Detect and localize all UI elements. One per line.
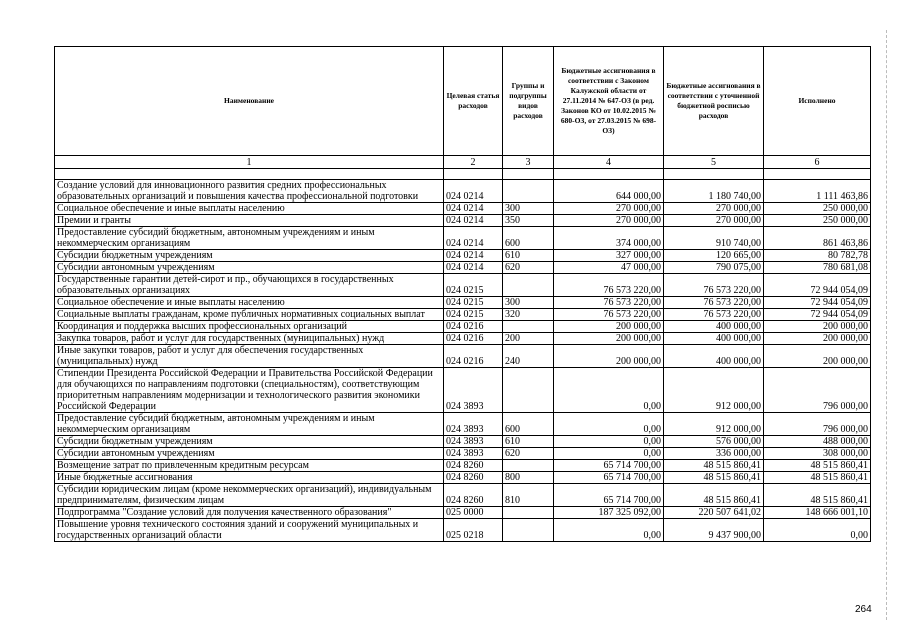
row-group-cell (503, 274, 554, 297)
row-name-cell: Субсидии бюджетным учреждениям (55, 250, 444, 262)
row-executed-amount-cell: 200 000,00 (764, 321, 871, 333)
table-row (55, 297, 871, 309)
table-row (55, 472, 871, 484)
row-target-code-cell: 024 0215 (444, 309, 503, 321)
row-revised-amount-cell: 48 515 860,41 (664, 460, 764, 472)
row-executed-amount-cell: 0,00 (764, 519, 871, 542)
row-group-cell: 600 (503, 413, 554, 436)
row-group-cell (503, 180, 554, 203)
header-revised-allocations: Бюджетные ассигнования в соответствии с уточненной бюджетной росписью расходов (664, 47, 764, 156)
row-law-amount-cell: 200 000,00 (554, 321, 664, 333)
row-target-code-cell: 024 0216 (444, 345, 503, 368)
column-number-row (55, 156, 871, 169)
row-revised-amount-cell: 1 180 740,00 (664, 180, 764, 203)
row-revised-amount-cell: 76 573 220,00 (664, 297, 764, 309)
row-name-cell: Премии и гранты (55, 215, 444, 227)
row-executed-amount-cell: 861 463,86 (764, 227, 871, 250)
row-law-amount-cell: 187 325 092,00 (554, 507, 664, 519)
row-name-cell: Создание условий для инновационного развития средних профессиональных образовательных организаций и повышения качества профессиональной подготовки (55, 180, 444, 203)
row-group-cell: 300 (503, 203, 554, 215)
row-target-code-cell: 024 3893 (444, 368, 503, 413)
row-revised-amount-cell: 120 665,00 (664, 250, 764, 262)
row-group-cell: 620 (503, 262, 554, 274)
row-executed-amount-cell: 48 515 860,41 (764, 460, 871, 472)
table-row (55, 227, 871, 250)
row-law-amount-cell: 76 573 220,00 (554, 297, 664, 309)
row-group-cell: 320 (503, 309, 554, 321)
column-number: 3 (503, 156, 554, 169)
row-name-cell: Подпрограмма "Создание условий для получения качественного образования" (55, 507, 444, 519)
row-executed-amount-cell: 1 111 463,86 (764, 180, 871, 203)
row-revised-amount-cell: 336 000,00 (664, 448, 764, 460)
header-expense-groups: Группы и подгруппы видов расходов (503, 47, 554, 156)
row-name-cell: Субсидии автономным учреждениям (55, 448, 444, 460)
row-target-code-cell: 025 0000 (444, 507, 503, 519)
row-group-cell: 350 (503, 215, 554, 227)
row-target-code-cell: 024 0215 (444, 297, 503, 309)
row-name-cell: Государственные гарантии детей-сирот и пр., обучающихся в государственных образовательных организациях (55, 274, 444, 297)
row-name-cell: Возмещение затрат по привлеченным кредитным ресурсам (55, 460, 444, 472)
table-row (55, 368, 871, 413)
table-row (55, 519, 871, 542)
table-row (55, 413, 871, 436)
row-revised-amount-cell: 400 000,00 (664, 345, 764, 368)
row-executed-amount-cell: 796 000,00 (764, 368, 871, 413)
row-executed-amount-cell: 250 000,00 (764, 215, 871, 227)
row-law-amount-cell: 0,00 (554, 448, 664, 460)
row-law-amount-cell: 327 000,00 (554, 250, 664, 262)
row-target-code-cell: 024 3893 (444, 436, 503, 448)
row-executed-amount-cell: 200 000,00 (764, 333, 871, 345)
header-executed: Исполнено (764, 47, 871, 156)
row-law-amount-cell: 65 714 700,00 (554, 460, 664, 472)
row-revised-amount-cell: 48 515 860,41 (664, 472, 764, 484)
row-revised-amount-cell: 48 515 860,41 (664, 484, 764, 507)
table-row (55, 274, 871, 297)
row-executed-amount-cell: 780 681,08 (764, 262, 871, 274)
table-row (55, 333, 871, 345)
row-executed-amount-cell: 796 000,00 (764, 413, 871, 436)
table-row (55, 321, 871, 333)
row-target-code-cell: 024 0216 (444, 333, 503, 345)
column-number: 5 (664, 156, 764, 169)
row-revised-amount-cell: 76 573 220,00 (664, 274, 764, 297)
header-name: Наименование (55, 47, 444, 156)
row-name-cell: Предоставление субсидий бюджетным, автономным учреждениям и иным некоммерческим организациям (55, 227, 444, 250)
row-revised-amount-cell: 910 740,00 (664, 227, 764, 250)
spacer-row (55, 169, 871, 180)
row-executed-amount-cell: 308 000,00 (764, 448, 871, 460)
row-target-code-cell: 024 0215 (444, 274, 503, 297)
row-law-amount-cell: 0,00 (554, 519, 664, 542)
row-target-code-cell: 025 0218 (444, 519, 503, 542)
row-target-code-cell: 024 8260 (444, 484, 503, 507)
row-executed-amount-cell: 80 782,78 (764, 250, 871, 262)
row-target-code-cell: 024 0216 (444, 321, 503, 333)
table-row (55, 203, 871, 215)
row-executed-amount-cell: 200 000,00 (764, 345, 871, 368)
row-law-amount-cell: 65 714 700,00 (554, 484, 664, 507)
column-number: 6 (764, 156, 871, 169)
row-law-amount-cell: 374 000,00 (554, 227, 664, 250)
row-law-amount-cell: 76 573 220,00 (554, 309, 664, 321)
table-header-row (55, 47, 871, 156)
row-group-cell: 810 (503, 484, 554, 507)
row-name-cell: Повышение уровня технического состояния зданий и сооружений муниципальных и государственных организаций области (55, 519, 444, 542)
row-group-cell: 800 (503, 472, 554, 484)
row-revised-amount-cell: 270 000,00 (664, 203, 764, 215)
header-target-article: Целевая статья расходов (444, 47, 503, 156)
table-row (55, 309, 871, 321)
row-revised-amount-cell: 270 000,00 (664, 215, 764, 227)
page-number: 264 (855, 604, 872, 615)
row-name-cell: Социальное обеспечение и иные выплаты населению (55, 203, 444, 215)
row-law-amount-cell: 47 000,00 (554, 262, 664, 274)
table-row (55, 345, 871, 368)
row-group-cell: 610 (503, 436, 554, 448)
row-group-cell: 300 (503, 297, 554, 309)
row-law-amount-cell: 270 000,00 (554, 215, 664, 227)
row-group-cell (503, 460, 554, 472)
row-group-cell (503, 368, 554, 413)
row-group-cell: 600 (503, 227, 554, 250)
row-name-cell: Субсидии автономным учреждениям (55, 262, 444, 274)
row-revised-amount-cell: 912 000,00 (664, 413, 764, 436)
row-revised-amount-cell: 912 000,00 (664, 368, 764, 413)
row-executed-amount-cell: 488 000,00 (764, 436, 871, 448)
table-row (55, 507, 871, 519)
row-target-code-cell: 024 8260 (444, 472, 503, 484)
row-law-amount-cell: 644 000,00 (554, 180, 664, 203)
row-name-cell: Социальное обеспечение и иные выплаты населению (55, 297, 444, 309)
row-target-code-cell: 024 0214 (444, 250, 503, 262)
row-revised-amount-cell: 9 437 900,00 (664, 519, 764, 542)
row-group-cell: 620 (503, 448, 554, 460)
row-law-amount-cell: 200 000,00 (554, 333, 664, 345)
table-row (55, 436, 871, 448)
row-target-code-cell: 024 0214 (444, 227, 503, 250)
row-executed-amount-cell: 48 515 860,41 (764, 484, 871, 507)
row-name-cell: Субсидии юридическим лицам (кроме некоммерческих организаций), индивидуальным предпринимателям, физическим лицам (55, 484, 444, 507)
column-number: 1 (55, 156, 444, 169)
row-group-cell (503, 519, 554, 542)
row-group-cell: 200 (503, 333, 554, 345)
row-executed-amount-cell: 72 944 054,09 (764, 309, 871, 321)
table-row (55, 250, 871, 262)
row-target-code-cell: 024 0214 (444, 203, 503, 215)
row-revised-amount-cell: 400 000,00 (664, 321, 764, 333)
table-row (55, 215, 871, 227)
row-law-amount-cell: 0,00 (554, 368, 664, 413)
row-name-cell: Стипендии Президента Российской Федерации и Правительства Российской Федерации для обучающихся по направлениям подготовки (специальностям), соответствующим приоритетным направлениям модернизации и технологического развития экономики Российской Федерации (55, 368, 444, 413)
row-target-code-cell: 024 0214 (444, 180, 503, 203)
row-name-cell: Субсидии бюджетным учреждениям (55, 436, 444, 448)
row-executed-amount-cell: 250 000,00 (764, 203, 871, 215)
table-row (55, 180, 871, 203)
row-law-amount-cell: 0,00 (554, 436, 664, 448)
row-executed-amount-cell: 72 944 054,09 (764, 274, 871, 297)
budget-table (54, 46, 871, 542)
table-row (55, 484, 871, 507)
row-target-code-cell: 024 0214 (444, 215, 503, 227)
row-name-cell: Координация и поддержка высших профессиональных организаций (55, 321, 444, 333)
row-revised-amount-cell: 400 000,00 (664, 333, 764, 345)
row-executed-amount-cell: 72 944 054,09 (764, 297, 871, 309)
row-name-cell: Социальные выплаты гражданам, кроме публичных нормативных социальных выплат (55, 309, 444, 321)
row-revised-amount-cell: 576 000,00 (664, 436, 764, 448)
row-law-amount-cell: 0,00 (554, 413, 664, 436)
row-revised-amount-cell: 76 573 220,00 (664, 309, 764, 321)
column-number: 4 (554, 156, 664, 169)
row-name-cell: Иные бюджетные ассигнования (55, 472, 444, 484)
row-revised-amount-cell: 790 075,00 (664, 262, 764, 274)
column-number: 2 (444, 156, 503, 169)
row-law-amount-cell: 270 000,00 (554, 203, 664, 215)
row-target-code-cell: 024 3893 (444, 448, 503, 460)
row-group-cell (503, 507, 554, 519)
scan-edge-line (886, 30, 887, 620)
row-revised-amount-cell: 220 507 641,02 (664, 507, 764, 519)
row-group-cell: 240 (503, 345, 554, 368)
row-target-code-cell: 024 8260 (444, 460, 503, 472)
row-law-amount-cell: 65 714 700,00 (554, 472, 664, 484)
row-name-cell: Предоставление субсидий бюджетным, автономным учреждениям и иным некоммерческим организациям (55, 413, 444, 436)
header-law-allocations: Бюджетные ассигнования в соответствии с Законом Калужской области от 27.11.2014 № 647-ОЗ (в ред. Законов КО от 10.02.2015 № 680-ОЗ, от 27.03.2015 № 698-ОЗ) (554, 47, 664, 156)
table-row (55, 460, 871, 472)
row-group-cell: 610 (503, 250, 554, 262)
table-row (55, 448, 871, 460)
table-row (55, 262, 871, 274)
row-law-amount-cell: 200 000,00 (554, 345, 664, 368)
row-name-cell: Иные закупки товаров, работ и услуг для обеспечения государственных (муниципальных) нужд (55, 345, 444, 368)
row-target-code-cell: 024 0214 (444, 262, 503, 274)
row-group-cell (503, 321, 554, 333)
row-executed-amount-cell: 48 515 860,41 (764, 472, 871, 484)
row-name-cell: Закупка товаров, работ и услуг для государственных (муниципальных) нужд (55, 333, 444, 345)
row-target-code-cell: 024 3893 (444, 413, 503, 436)
row-executed-amount-cell: 148 666 001,10 (764, 507, 871, 519)
row-law-amount-cell: 76 573 220,00 (554, 274, 664, 297)
